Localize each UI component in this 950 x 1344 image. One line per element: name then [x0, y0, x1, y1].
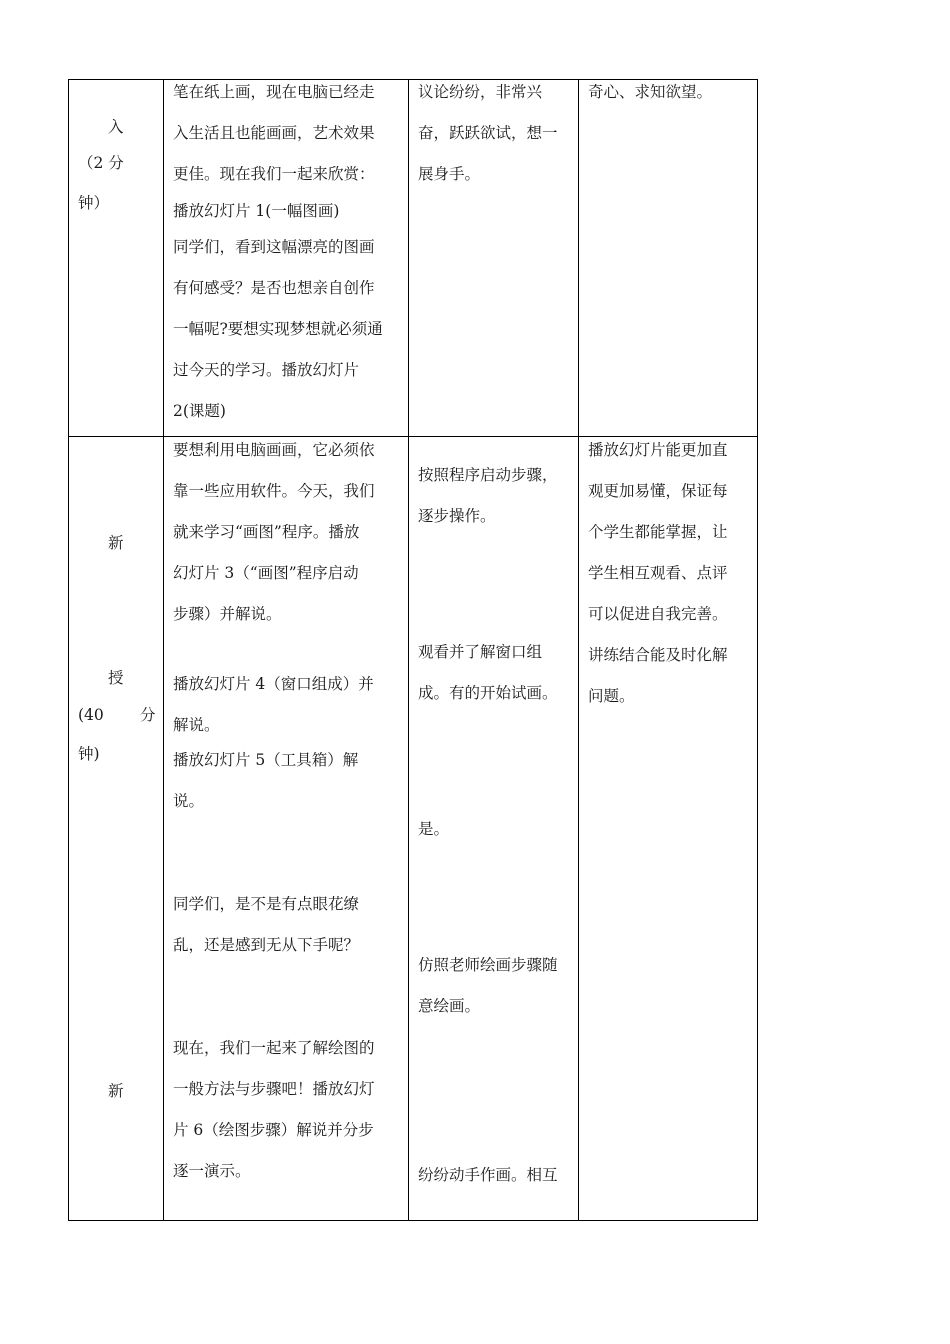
intent-text-line: 可以促进自我完善。	[588, 605, 728, 623]
student-text-line: 意绘画。	[418, 997, 481, 1015]
design-intent-cell	[588, 430, 754, 717]
teacher-text-line: 步骤）并解说。	[173, 605, 282, 623]
teacher-text-line: 同学们，是不是有点眼花缭	[173, 895, 360, 913]
column-divider-2	[408, 79, 409, 1221]
teacher-activity-cell	[173, 72, 405, 432]
teacher-activity-block	[173, 430, 405, 635]
student-text-line: 纷纷动手作画。相互	[418, 1166, 558, 1184]
student-text-line: 成。有的开始试画。	[418, 684, 558, 702]
teacher-text-line: 笔在纸上画，现在电脑已经走	[173, 83, 375, 101]
teacher-text-line: 更佳。现在我们一起来欣赏：	[173, 165, 375, 183]
table-left-border	[68, 79, 69, 1221]
teacher-text-line: 靠一些应用软件。今天，我们	[173, 482, 375, 500]
teacher-text-line: 有何感受？是否也想亲自创作	[173, 279, 375, 297]
stage-label-line: 钟)	[78, 745, 100, 763]
teacher-text-line: 播放幻灯片 1(一幅图画)	[173, 202, 340, 220]
table-bottom-border	[68, 1220, 758, 1221]
intent-text-line: 观更加易懂，保证每	[588, 482, 728, 500]
student-text-line: 议论纷纷，非常兴	[418, 83, 543, 101]
intent-text-line: 讲练结合能及时化解	[588, 646, 728, 664]
student-activity-block	[418, 632, 576, 714]
student-text-line: 仿照老师绘画步骤随	[418, 956, 558, 974]
intent-text-line: 问题。	[588, 687, 635, 705]
stage-label-line: （2 分	[78, 154, 124, 172]
design-intent-cell	[588, 72, 754, 113]
teacher-text-line: 乱，还是感到无从下手呢？	[173, 936, 360, 954]
teacher-text-line: 同学们，看到这幅漂亮的图画	[173, 238, 375, 256]
teacher-activity-block	[173, 884, 405, 966]
teacher-text-line: 就来学习“画图”程序。播放	[173, 523, 360, 541]
teacher-activity-block	[173, 1028, 405, 1192]
student-text-line: 逐步操作。	[418, 507, 496, 525]
student-text-line: 奋，跃跃欲试，想一	[418, 124, 558, 142]
student-activity-block	[418, 1155, 576, 1196]
teacher-text-line: 一般方法与步骤吧！播放幻灯	[173, 1080, 375, 1098]
teacher-text-line: 入生活且也能画画，艺术效果	[173, 124, 375, 142]
stage-label-bottom: 新	[108, 1082, 124, 1100]
teacher-text-line: 说。	[173, 792, 205, 810]
student-text-line: 按照程序启动步骤，	[418, 466, 558, 484]
teacher-text-line: 播放幻灯片 4（窗口组成）并	[173, 675, 374, 693]
teacher-text-line: 播放幻灯片 5（工具箱）解	[173, 751, 359, 769]
stage-label-line: 授	[108, 669, 124, 687]
teacher-text-line: 逐一演示。	[173, 1162, 251, 1180]
intent-text-line: 个学生都能掌握，让	[588, 523, 728, 541]
teacher-text-line: 片 6（绘图步骤）解说并分步	[173, 1121, 374, 1139]
teacher-text-line: 幻灯片 3（“画图”程序启动	[173, 564, 359, 582]
intent-text-line: 播放幻灯片能更加直	[588, 441, 728, 459]
stage-label-top: 新	[108, 534, 124, 552]
student-activity-block	[418, 809, 576, 850]
column-divider-1	[163, 79, 164, 1221]
stage-label-line: 入	[108, 118, 124, 136]
student-text-line: 展身手。	[418, 165, 481, 183]
student-text-line: 观看并了解窗口组	[418, 643, 543, 661]
intent-text-line: 奇心、求知欲望。	[588, 83, 713, 101]
teacher-text-line: 过今天的学习。播放幻灯片	[173, 361, 360, 379]
stage-label-line: 分	[140, 706, 156, 724]
teacher-text-line: 要想利用电脑画画，它必须依	[173, 441, 375, 459]
teacher-text-line: 现在，我们一起来了解绘图的	[173, 1039, 375, 1057]
student-activity-cell	[418, 72, 576, 195]
intent-text-line: 学生相互观看、点评	[588, 564, 728, 582]
teacher-text-line: 一幅呢?要想实现梦想就必须通	[173, 320, 383, 338]
teacher-activity-block	[173, 740, 405, 822]
stage-label-line: (40	[78, 706, 104, 724]
teacher-text-line: 2(课题)	[173, 402, 226, 420]
teacher-text-line: 解说。	[173, 716, 220, 734]
student-activity-block	[418, 455, 576, 537]
student-text-line: 是。	[418, 820, 450, 838]
column-divider-3	[578, 79, 579, 1221]
student-activity-block	[418, 945, 576, 1027]
table-right-border	[757, 79, 758, 1221]
teacher-activity-block	[173, 664, 405, 746]
stage-label-line: 钟）	[78, 194, 110, 212]
